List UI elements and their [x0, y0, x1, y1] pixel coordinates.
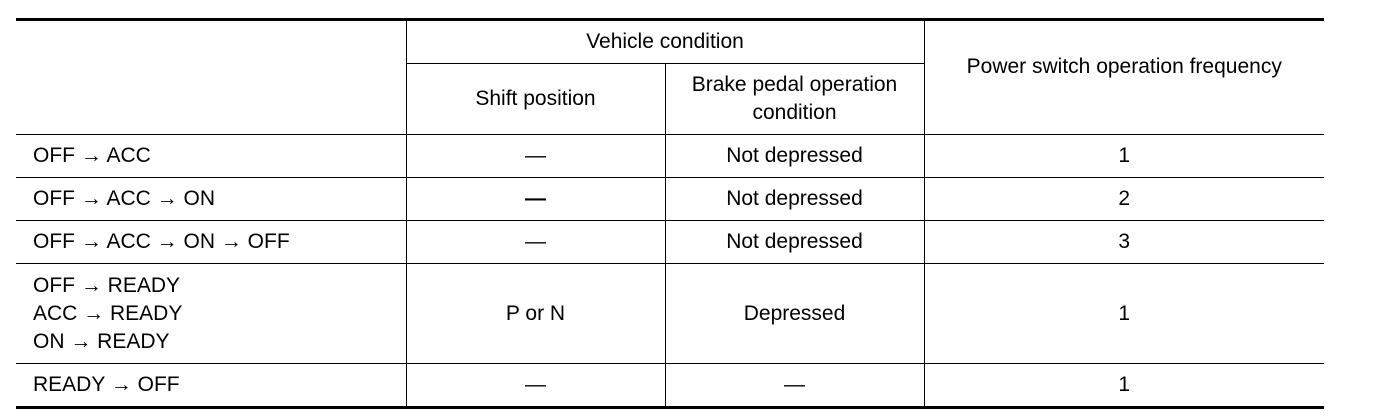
- shift-position-cell: —: [406, 135, 665, 178]
- switch-transition: READY → OFF: [33, 373, 180, 396]
- header-brake-pedal-line1: Brake pedal operation: [691, 73, 898, 96]
- header-row-1: [16, 20, 1324, 64]
- brake-condition-cell: Not depressed: [665, 135, 924, 178]
- header-blank-cell: [16, 20, 406, 135]
- frequency-cell: 1: [924, 264, 1324, 364]
- switch-transition: ACC → READY: [33, 301, 183, 325]
- frequency-cell: 1: [924, 364, 1324, 408]
- frequency-cell: 1: [924, 135, 1324, 178]
- table-row: [16, 364, 1324, 408]
- switch-transition: OFF → ACC: [33, 144, 151, 167]
- header-shift-position: Shift position: [406, 64, 665, 135]
- brake-condition-cell: Not depressed: [665, 221, 924, 264]
- switch-transition-cell: [16, 364, 406, 408]
- switch-transition: OFF → READY: [33, 273, 181, 297]
- table-row: [16, 221, 1324, 264]
- table-row: [16, 135, 1324, 178]
- switch-transition: OFF → ACC → ON → OFF: [33, 230, 290, 253]
- header-brake-pedal: [665, 64, 924, 135]
- shift-position-cell: —: [406, 178, 665, 221]
- switch-transition-cell: [16, 178, 406, 221]
- switch-transition-cell: [16, 135, 406, 178]
- header-power-switch-frequency-label: Power switch operation frequency: [966, 54, 1282, 78]
- switch-transition-cell: [16, 221, 406, 264]
- header-vehicle-condition: Vehicle condition: [406, 20, 924, 64]
- shift-position-cell: P or N: [406, 264, 665, 364]
- switch-transition-cell: [16, 264, 406, 364]
- table-row: [16, 178, 1324, 221]
- header-brake-pedal-line2: condition: [752, 101, 837, 124]
- brake-condition-cell: Not depressed: [665, 178, 924, 221]
- header-power-switch-frequency: [924, 20, 1324, 135]
- switch-transition: ON → READY: [33, 329, 170, 353]
- shift-position-cell: —: [406, 364, 665, 408]
- frequency-cell: 2: [924, 178, 1324, 221]
- frequency-cell: 3: [924, 221, 1324, 264]
- brake-condition-cell: —: [665, 364, 924, 408]
- switch-transition: OFF → ACC → ON: [33, 187, 216, 210]
- table-row: [16, 264, 1324, 364]
- shift-position-cell: —: [406, 221, 665, 264]
- power-switch-table: [16, 18, 1324, 409]
- brake-condition-cell: Depressed: [665, 264, 924, 364]
